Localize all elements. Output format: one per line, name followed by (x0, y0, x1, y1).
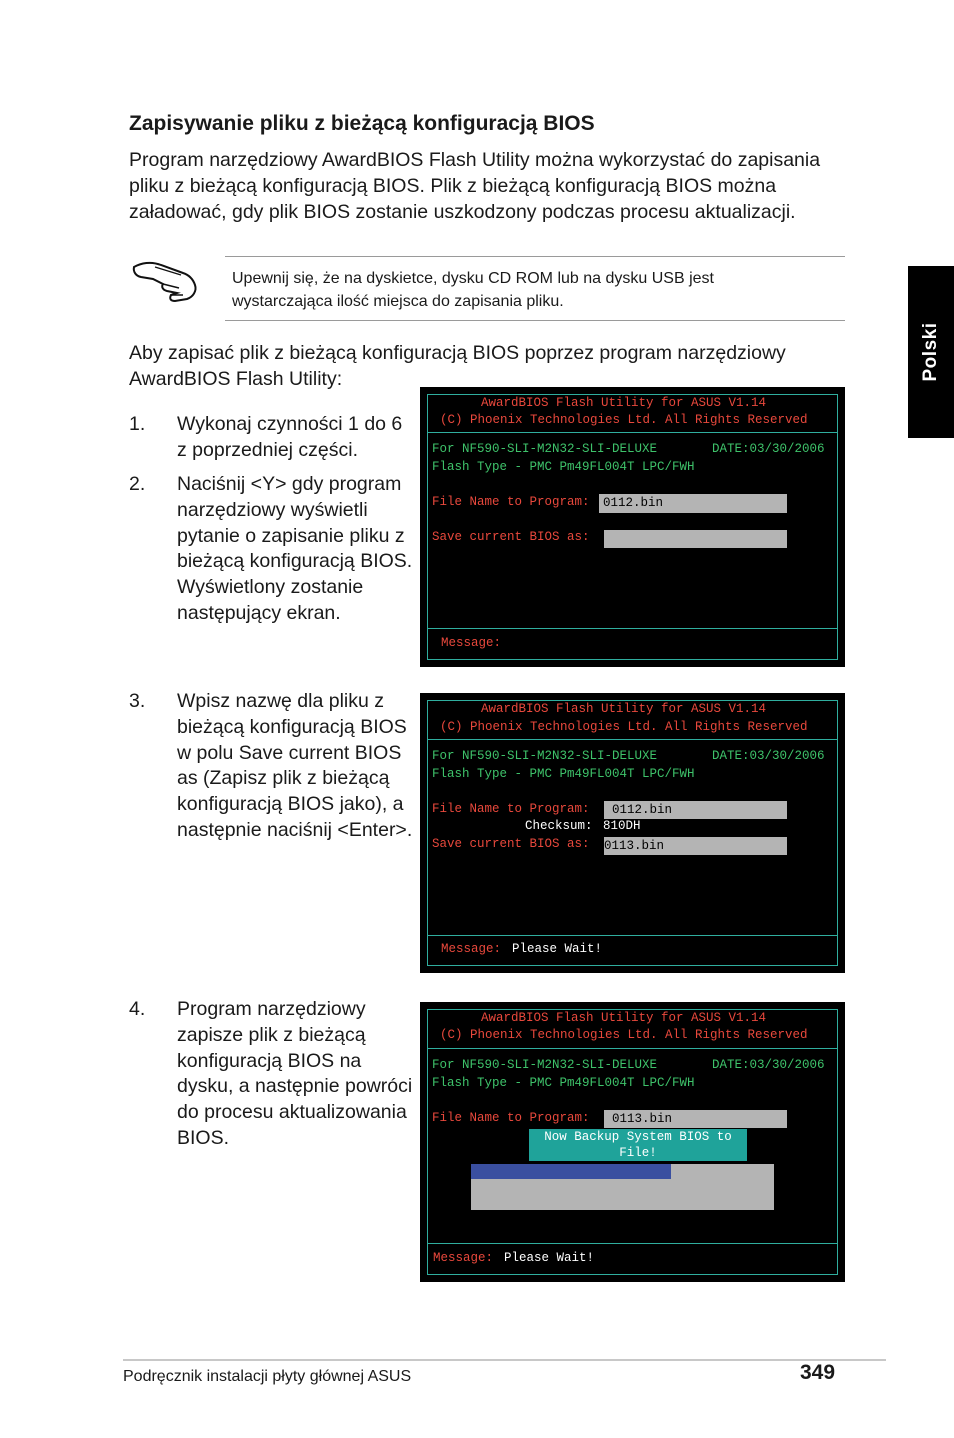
bios-separator (428, 1243, 837, 1244)
bios-date: DATE:03/30/2006 (712, 749, 825, 763)
step-number: 3. (129, 690, 146, 712)
step-line: as (Zapisz plik z bieżącą (177, 767, 390, 790)
note-text (232, 267, 832, 313)
save-bios-field[interactable] (604, 837, 787, 855)
file-name-field[interactable] (604, 1110, 787, 1128)
step-line: następnie naciśnij <Enter>. (177, 818, 413, 841)
instructions-line: Aby zapisać plik z bieżącą konfiguracją BIOS poprzez program narzędziowy (129, 342, 786, 364)
file-name-value: 0112.bin (612, 803, 673, 817)
backup-popup (529, 1129, 747, 1161)
progress-bar-fill (471, 1164, 671, 1179)
intro-line: Program narzędziowy AwardBIOS Flash Utility można wykorzystać do zapisania (129, 149, 821, 171)
step-text (177, 997, 417, 1152)
checksum-value: 810DH (603, 819, 641, 833)
intro-line: załadować, gdy plik BIOS zostanie uszkodzony podczas procesu aktualizacji. (129, 200, 796, 223)
bios-separator (428, 432, 837, 433)
file-name-label: File Name to Program: (432, 495, 590, 509)
step-line: Wyświetlony zostanie (177, 576, 364, 599)
footer-text: Podręcznik instalacji płyty głównej ASUS (123, 1368, 412, 1385)
popup-line: Now Backup System BIOS to (544, 1130, 732, 1144)
intro-paragraph (129, 148, 849, 225)
bios-date: DATE:03/30/2006 (712, 1058, 825, 1072)
bios-date: DATE:03/30/2006 (712, 442, 825, 456)
file-name-field[interactable] (599, 494, 787, 513)
bios-screen-1 (420, 387, 845, 667)
instructions-line: AwardBIOS Flash Utility: (129, 367, 343, 390)
step-line: Naciśnij <Y> gdy program (177, 473, 402, 495)
bios-copyright: (C) Phoenix Technologies Ltd. All Rights Reserved (440, 1028, 808, 1042)
step-line: zapisze plik z bieżącą (177, 1023, 366, 1046)
message-label: Message: (441, 942, 502, 956)
bios-screen-3 (420, 1002, 845, 1282)
bios-title: AwardBIOS Flash Utility for ASUS V1.14 (481, 1011, 767, 1025)
step-text (177, 472, 417, 627)
bios-copyright: (C) Phoenix Technologies Ltd. All Rights Reserved (440, 413, 808, 427)
save-bios-label: Save current BIOS as: (432, 530, 590, 544)
message-label: Message: (441, 636, 502, 650)
bios-board: For NF590-SLI-M2N32-SLI-DELUXE (432, 749, 658, 763)
step-number: 1. (129, 413, 146, 435)
file-name-field[interactable] (604, 801, 787, 819)
step-line: do procesu aktualizowania (177, 1101, 407, 1124)
bios-frame (427, 394, 838, 660)
bios-title: AwardBIOS Flash Utility for ASUS V1.14 (481, 702, 767, 716)
step-line: Wpisz nazwę dla pliku z (177, 690, 384, 712)
step-number: 2. (129, 473, 146, 495)
step-line: pytanie o zapisanie pliku z (177, 524, 405, 547)
step-line: konfiguracją BIOS jako), a (177, 793, 404, 816)
file-name-value: 0112.bin (603, 496, 664, 510)
bios-flash-type: Flash Type - PMC Pm49FL004T LPC/FWH (432, 460, 695, 474)
file-name-value: 0113.bin (612, 1112, 673, 1126)
step-line: Wykonaj czynności 1 do 6 (177, 413, 403, 435)
checksum-label: Checksum: (525, 819, 593, 833)
message-label: Message: (433, 1251, 494, 1265)
bios-separator (428, 935, 837, 936)
popup-line: File! (619, 1146, 657, 1160)
step-line: z poprzedniej części. (177, 438, 359, 461)
step-line: Program narzędziowy (177, 998, 366, 1020)
step-number: 4. (129, 998, 146, 1020)
instructions-intro (129, 341, 829, 393)
step-line: bieżącą konfiguracją BIOS (177, 715, 407, 738)
step-text (177, 412, 417, 464)
bios-screen-2 (420, 693, 845, 973)
bios-board: For NF590-SLI-M2N32-SLI-DELUXE (432, 442, 658, 456)
file-name-label: File Name to Program: (432, 802, 590, 816)
note-line: Upewnij się, że na dyskietce, dysku CD ROM lub na dysku USB jest (232, 270, 714, 287)
step-line: narzędziowy wyświetli (177, 498, 368, 521)
pointing-hand-icon (131, 255, 201, 305)
bios-flash-type: Flash Type - PMC Pm49FL004T LPC/FWH (432, 1076, 695, 1090)
step-line: w polu Save current BIOS (177, 741, 402, 764)
language-tab (908, 266, 954, 438)
message-value: Please Wait! (512, 942, 603, 956)
bios-copyright: (C) Phoenix Technologies Ltd. All Rights Reserved (440, 720, 808, 734)
step-line: BIOS. (177, 1126, 230, 1149)
footer-divider (123, 1359, 886, 1361)
step-line: następujący ekran. (177, 601, 341, 624)
step-line: konfiguracją BIOS na (177, 1049, 362, 1072)
note-line: wystarczająca ilość miejsca do zapisania pliku. (232, 293, 564, 310)
language-tab-label: Polski (920, 322, 941, 382)
bios-board: For NF590-SLI-M2N32-SLI-DELUXE (432, 1058, 658, 1072)
step-line: dysku, a następnie powróci (177, 1075, 413, 1098)
message-value: Please Wait! (504, 1251, 595, 1265)
note-box (225, 256, 845, 321)
intro-line: pliku z bieżącą konfiguracją BIOS. Plik z bieżącą konfiguracją BIOS można (129, 174, 777, 197)
bios-flash-type: Flash Type - PMC Pm49FL004T LPC/FWH (432, 767, 695, 781)
bios-separator (428, 1048, 837, 1049)
save-bios-label: Save current BIOS as: (432, 837, 590, 851)
bios-title: AwardBIOS Flash Utility for ASUS V1.14 (481, 396, 767, 410)
page-number: 349 (800, 1361, 836, 1384)
bios-separator (428, 628, 837, 629)
step-line: bieżącą konfiguracją BIOS. (177, 550, 413, 573)
step-text (177, 689, 417, 844)
bios-separator (428, 739, 837, 740)
save-bios-field[interactable] (604, 530, 787, 548)
file-name-label: File Name to Program: (432, 1111, 590, 1125)
section-heading: Zapisywanie pliku z bieżącą konfiguracją BIOS (129, 112, 595, 135)
progress-bar (471, 1164, 774, 1210)
save-bios-value: 0113.bin (604, 839, 665, 853)
